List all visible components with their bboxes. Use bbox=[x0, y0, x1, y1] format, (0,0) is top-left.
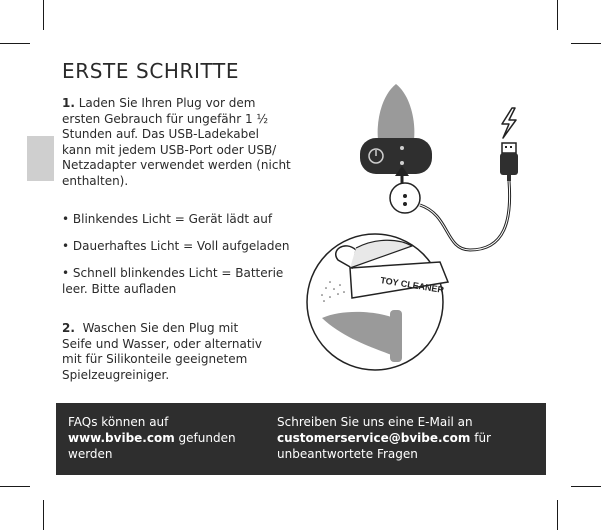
step-1-text: Laden Sie Ihren Plug vor dem bbox=[78, 96, 256, 110]
step-2-text: Waschen Sie den Plug mit bbox=[82, 321, 239, 335]
step-1-text: ersten Gebrauch für ungefähr 1 ½ bbox=[62, 111, 269, 126]
footer-faq bbox=[68, 414, 236, 462]
crop-mark bbox=[571, 486, 601, 487]
step-1-text: enthalten). bbox=[62, 173, 129, 188]
website-link[interactable]: www.bvibe.com bbox=[68, 431, 175, 445]
step-1-text: kann mit jedem USB-Port oder USB/ bbox=[62, 142, 277, 157]
page-title: ERSTE SCHRITTE bbox=[62, 59, 240, 83]
footer-contact-bar bbox=[56, 403, 546, 475]
bottle-label: TOY CLEANER bbox=[379, 275, 445, 296]
footer-faq-text: gefunden bbox=[174, 431, 236, 445]
crop-mark bbox=[557, 500, 558, 530]
footer-faq-text: FAQs können auf bbox=[68, 415, 169, 429]
step-2-text: mit für Silikonteile geeignetem bbox=[62, 352, 248, 366]
footer-email bbox=[277, 414, 491, 462]
plug-icon bbox=[360, 84, 432, 174]
magnetic-charger-icon bbox=[390, 183, 420, 213]
page-tab-marker bbox=[27, 136, 54, 181]
bullet-charged: • Dauerhaftes Licht = Voll aufgeladen bbox=[62, 239, 290, 253]
footer-email-text: Schreiben Sie uns eine E-Mail an bbox=[277, 415, 473, 429]
footer-faq-text: werden bbox=[68, 447, 113, 461]
step-2-number: 2. bbox=[62, 321, 75, 335]
email-link[interactable]: customerservice@bvibe.com bbox=[277, 431, 471, 445]
step-1-number: 1. bbox=[62, 96, 75, 110]
charging-and-cleaning-illustration bbox=[300, 80, 590, 380]
crop-mark bbox=[43, 500, 44, 530]
footer-email-text: unbeantwortete Fragen bbox=[277, 447, 418, 461]
charging-cable bbox=[420, 181, 510, 250]
crop-mark bbox=[571, 43, 601, 44]
step-1-text: Netzadapter verwendet werden (nicht bbox=[62, 158, 291, 172]
bullet-low-battery-cont: leer. Bitte aufladen bbox=[62, 281, 177, 296]
step-2-text: Spielzeugreiniger. bbox=[62, 367, 170, 382]
crop-mark bbox=[0, 486, 30, 487]
crop-mark bbox=[0, 43, 30, 44]
bullet-charging: • Blinkendes Licht = Gerät lädt auf bbox=[62, 212, 273, 226]
crop-mark bbox=[43, 0, 44, 30]
usb-connector-icon bbox=[500, 143, 518, 181]
cleaning-illustration bbox=[307, 234, 448, 370]
crop-mark bbox=[557, 0, 558, 30]
step-2-text: Seife und Wasser, oder alternativ bbox=[62, 336, 262, 351]
step-1-text: Stunden auf. Das USB-Ladekabel bbox=[62, 127, 259, 141]
lightning-icon bbox=[502, 108, 516, 138]
bullet-low-battery: • Schnell blinkendes Licht = Batterie bbox=[62, 266, 284, 280]
footer-email-text: für bbox=[470, 431, 491, 445]
